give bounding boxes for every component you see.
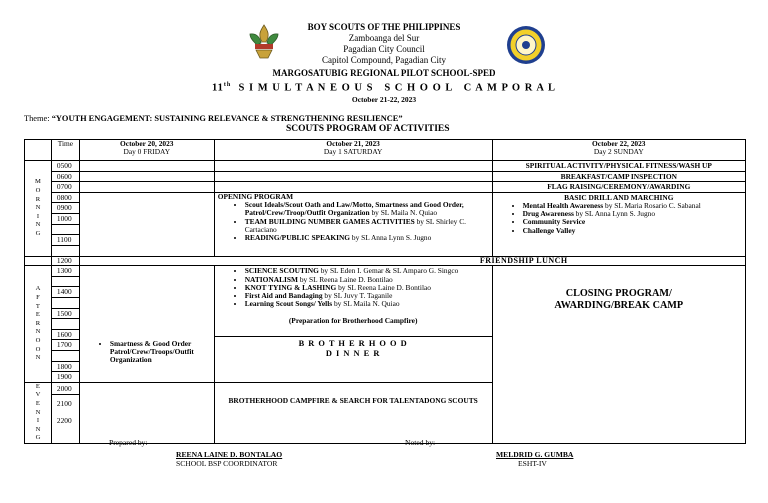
period-afternoon: A F T E R N O O N	[25, 266, 52, 383]
time-noon: 1200	[51, 257, 79, 266]
col-day1: October 21, 2023 Day 1 SATURDAY	[214, 140, 492, 161]
program-table	[24, 139, 746, 444]
event-title: 11th S I M U L T A N E O U S S C H O O L C A M P O R A L	[212, 82, 556, 94]
friendship-lunch: FRIENDSHIP LUNCH	[79, 257, 745, 266]
day0-afternoon	[79, 266, 214, 383]
list-item: • Mental Health Awareness by SL Maria Rosario C. Sabanal	[523, 202, 745, 210]
morning-row	[25, 161, 746, 257]
day0-evening	[79, 382, 214, 443]
lunch-row	[25, 257, 746, 266]
event-dates: October 21-22, 2023	[351, 95, 417, 104]
school-name: MARGOSATUBIG REGIONAL PILOT SCHOOL-SPED	[272, 68, 496, 78]
brotherhood-dinner: B R O T H E R H O O D D I N N E R	[298, 338, 408, 358]
col-time: Time	[51, 140, 79, 161]
noted-name: MELDRID G. GUMBA	[496, 450, 574, 459]
list-item: • Learning Scout Songs/ Yells by SL Maila N. Quiao	[245, 300, 492, 308]
theme-line: Theme: “YOUTH ENGAGEMENT: SUSTAINING RELEVANCE & STRENGTHENING RESILIENCE”	[24, 114, 403, 123]
col-day0: October 20, 2023 Day 0 FRIDAY	[79, 140, 214, 161]
afternoon-row	[25, 266, 746, 383]
day1-afternoon-list	[215, 266, 492, 308]
opening-program: OPENING PROGRAM	[217, 191, 294, 201]
org-name: BOY SCOUTS OF THE PHILIPPINES	[307, 22, 461, 32]
prepared-title: SCHOOL BSP COORDINATOR	[176, 459, 278, 468]
list-item: • Community Service	[523, 218, 745, 226]
day1-morning	[214, 161, 492, 257]
list-item: • TEAM BUILDING NUMBER GAMES ACTIVITIES by SL Shirley C. Cartaciano	[245, 218, 492, 235]
day2-slot: FLAG RAISING/CEREMONY/AWARDING	[493, 182, 745, 193]
list-item: • Challenge Valley	[523, 227, 745, 235]
list-item: • KNOT TYING & LASHING by SL Reena Laine D. Bontilao	[245, 284, 492, 292]
closing-program: CLOSING PROGRAM/ AWARDING/BREAK CAMP	[492, 266, 745, 444]
list-item: • Smartness & Good Order Patrol/Crew/Troops/Outfit Organization	[110, 340, 212, 365]
day0-list	[82, 340, 212, 365]
day2-slot: BASIC DRILL AND MARCHING	[564, 192, 674, 202]
list-item: • SCIENCE SCOUTING by SL Eden I. Gemar & SL Amparo G. Singco	[245, 267, 492, 275]
afternoon-times: 1300 1400 1500 1600 1700 1800 1900	[51, 266, 79, 383]
campfire-prep: (Preparation for Brotherhood Campfire)	[215, 317, 492, 337]
day2-slot: SPIRITUAL ACTIVITY/PHYSICAL FITNESS/WASH UP	[493, 161, 745, 172]
address: Capitol Compound, Pagadian City	[322, 55, 446, 65]
program-title: SCOUTS PROGRAM OF ACTIVITIES	[286, 124, 450, 134]
council: Pagadian City Council	[343, 44, 425, 54]
province: Zamboanga del Sur	[348, 33, 420, 43]
morning-times: 0500 0600 0700 0800 0900 1000 1100	[51, 161, 79, 257]
col-day2: October 22, 2023 Day 2 SUNDAY	[492, 140, 745, 161]
prepared-label: Prepared by:	[109, 438, 148, 447]
day2-morning-list	[493, 202, 745, 235]
evening-times: 2000 2100 2200	[51, 382, 79, 443]
day2-morning	[492, 161, 745, 257]
day0-morning	[79, 161, 214, 257]
period-morning: M O R N I N G	[25, 161, 52, 257]
prepared-name: REENA LAINE D. BONTALAO	[176, 450, 283, 459]
list-item: • First Aid and Bandaging by SL Juvy T. Taganile	[245, 292, 492, 300]
noted-title: ESHT-IV	[518, 459, 547, 468]
noted-label: Noted by:	[405, 438, 436, 447]
period-evening: E V E N I N G	[25, 382, 52, 443]
day1-afternoon	[214, 266, 492, 383]
day1-morning-list	[215, 201, 492, 242]
day2-slot: BREAKFAST/CAMP INSPECTION	[493, 172, 745, 183]
table-header-row	[25, 140, 746, 161]
list-item: • READING/PUBLIC SPEAKING by SL Anna Lynn S. Jugno	[245, 234, 492, 242]
list-item: • NATIONALISM by SL Reena Laine D. Bontilao	[245, 276, 492, 284]
campfire: BROTHERHOOD CAMPFIRE & SEARCH FOR TALENTADONG SCOUTS	[214, 382, 492, 443]
list-item: • Scout Ideals/Scout Oath and Law/Motto, Smartness and Good Order, Patrol/Crew/Troop/Outfit Organization by SL Maila N. Quiao	[245, 201, 492, 218]
list-item: • Drug Awareness by SL Anna Lynn S. Jugno	[523, 210, 745, 218]
